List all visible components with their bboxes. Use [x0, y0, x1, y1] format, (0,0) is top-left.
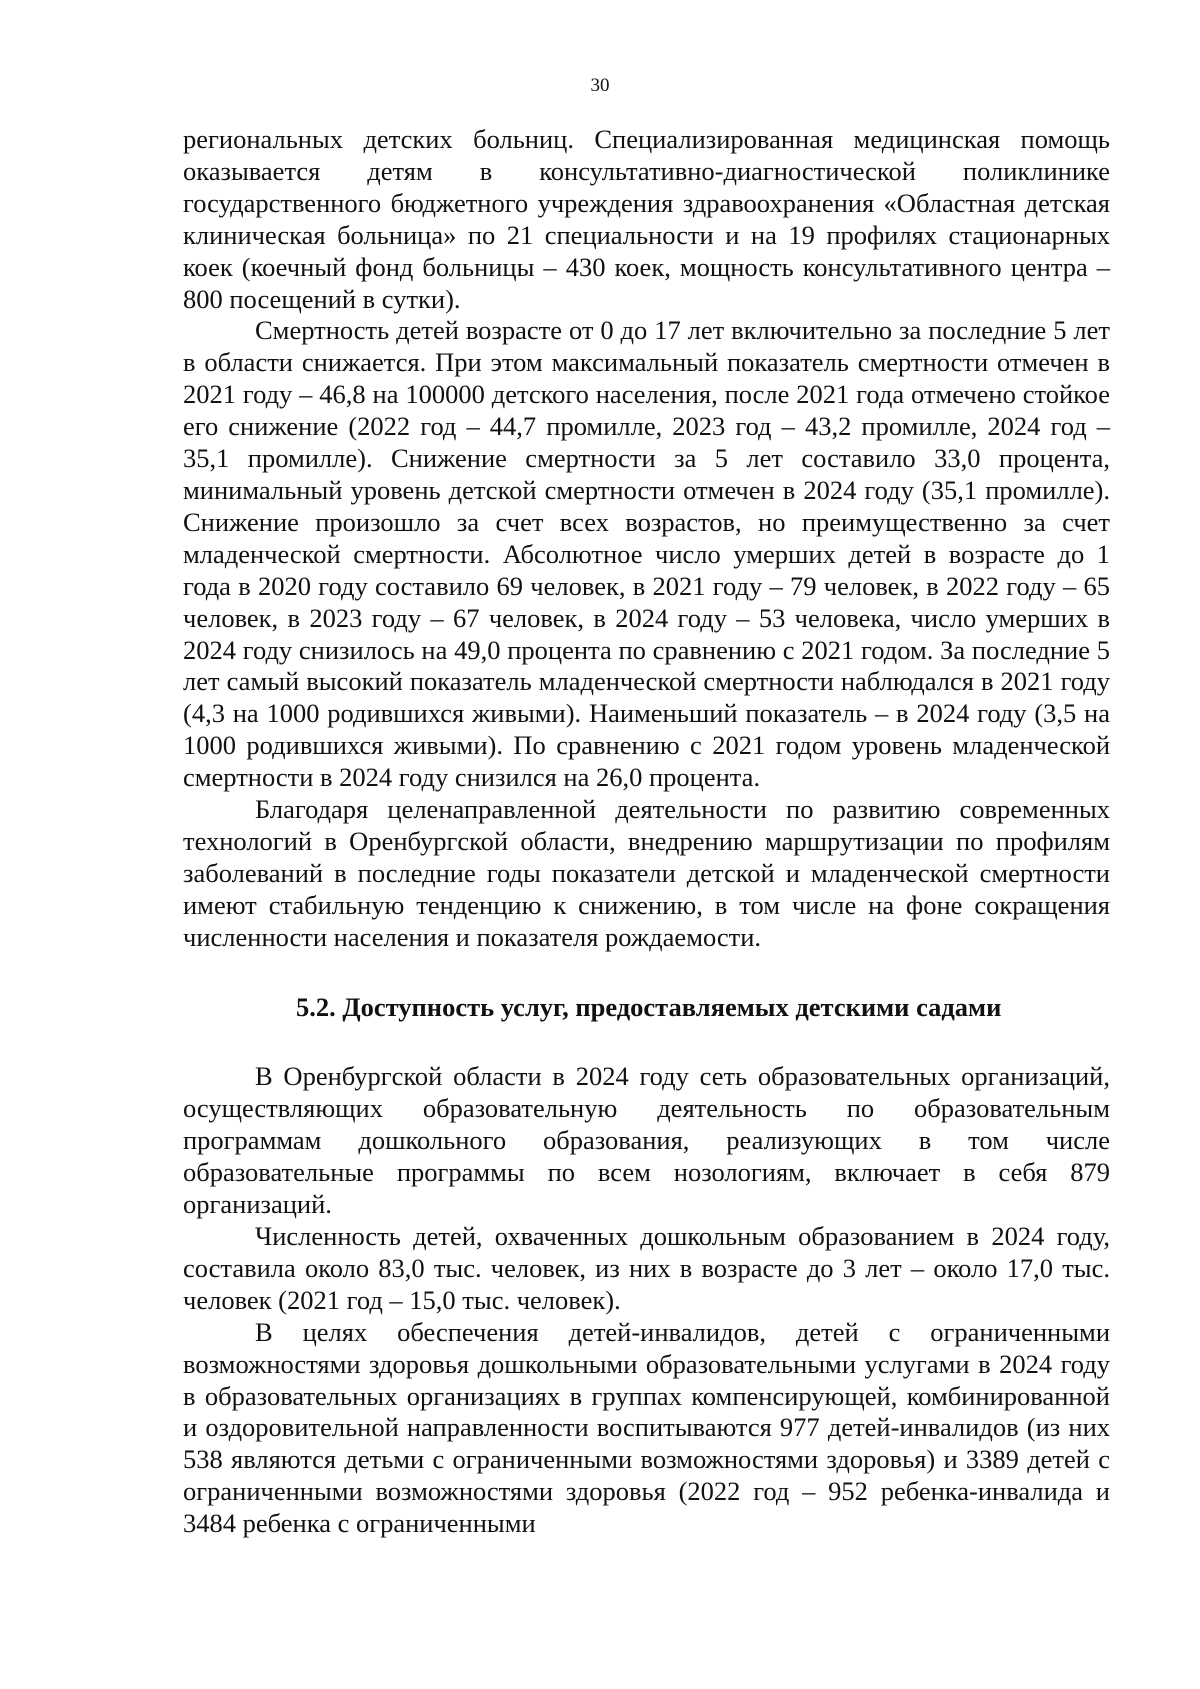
paragraph-mortality-trend: Благодаря целенаправленной деятельности по развитию современных технологий в Оренбургской области, внедрению маршрутизации по профилям заболеваний в последние годы показатели детской и младенческой смертности имеют стабильную тенденцию к снижению, в том числе на фоне сокращения численности населения и показателя рождаемости.: [183, 794, 1110, 952]
paragraph-continuation: региональных детских больниц. Специализированная медицинская помощь оказывается детям в консультативно-диагностической поликлинике государственного бюджетного учреждения здравоохранения «Областная детская клиническая больница» по 21 специальности и на 19 профилях стационарных коек (коечный фонд больницы – 430 коек, мощность консультативного центра – 800 посещений в сутки).: [183, 124, 1110, 314]
paragraph-preschool-enrollment: Численность детей, охваченных дошкольным образованием в 2024 году, составила около 83,0 тыс. человек, из них в возрасте до 3 лет – около 17,0 тыс. человек (2021 год – 15,0 тыс. человек).: [183, 1221, 1110, 1315]
document-body: [183, 124, 1110, 1540]
paragraph-kindergarten-network: В Оренбургской области в 2024 году сеть образовательных организаций, осуществляющих образовательную деятельность по образовательным программам дошкольного образования, реализующих в том числе образовательные программы по всем нозологиям, включает в себя 879 организаций.: [183, 1061, 1110, 1220]
page-number: 30: [590, 75, 610, 96]
section-heading: 5.2. Доступность услуг, предоставляемых детскими садами: [296, 991, 1002, 1022]
paragraph-child-mortality: Смертность детей возрасте от 0 до 17 лет включительно за последние 5 лет в области снижается. При этом максимальный показатель смертности отмечен в 2021 году – 46,8 на 100000 детского населения, после 2021 года отмечено стойкое его снижение (2022 год – 44,7 промилле, 2023 год – 43,2 промилле, 2024 год – 35,1 промилле). Снижение смертности за 5 лет составило 33,0 процента, минимальный уровень детской смертности отмечен в 2024 году (35,1 промилле). Снижение произошло за счет всех возрастов, но преимущественно за счет младенческой смертности. Абсолютное число умерших детей в возрасте до 1 года в 2020 году составило 69 человек, в 2021 году – 79 человек, в 2022 году – 65 человек, в 2023 году – 67 человек, в 2024 году – 53 человека, число умерших в 2024 году снизилось на 49,0 процента по сравнению с 2021 годом. За последние 5 лет самый высокий показатель младенческой смертности наблюдался в 2021 году (4,3 на 1000 родившихся живыми). Наименьший показатель – в 2024 году (3,5 на 1000 родившихся живыми). По сравнению с 2021 годом уровень младенческой смертности в 2024 году снизился на 26,0 процента.: [183, 315, 1110, 793]
paragraph-disabled-children: В целях обеспечения детей-инвалидов, детей с ограниченными возможностями здоровья дошкольными образовательными услугами в 2024 году в образовательных организациях в группах компенсирующей, комбинированной и оздоровительной направленности воспитываются 977 детей-инвалидов (из них 538 являются детьми с ограниченными возможностями здоровья) и 3389 детей с ограниченными возможностями здоровья (2022 год – 952 ребенка-инвалида и 3484 ребенка с ограниченными: [183, 1316, 1110, 1539]
